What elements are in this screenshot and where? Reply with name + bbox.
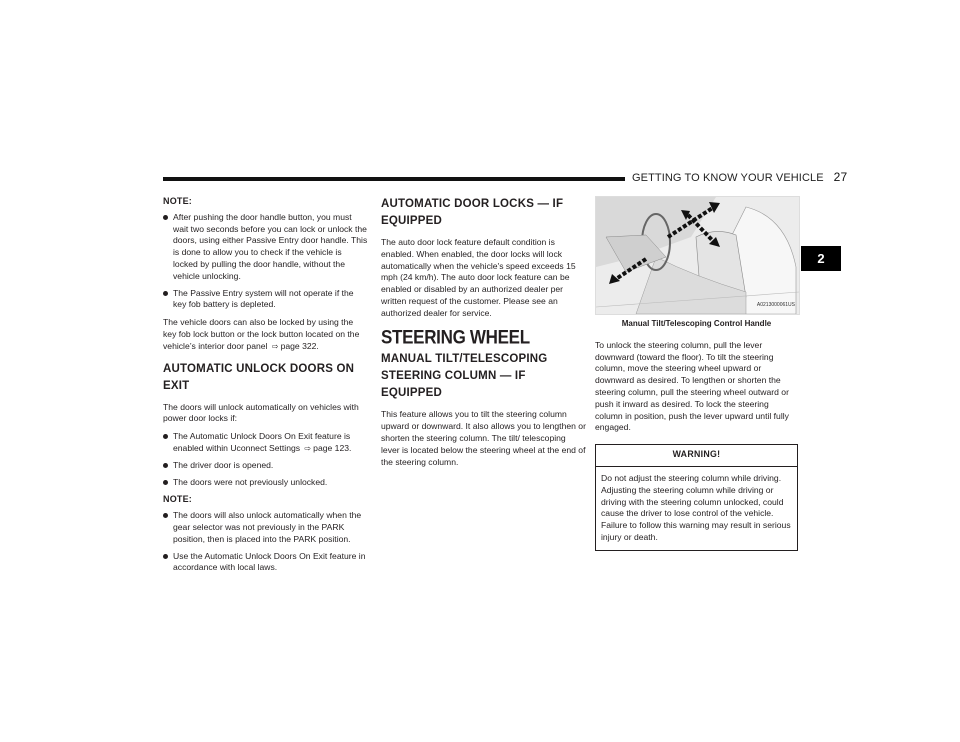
warning-title: WARNING! xyxy=(596,445,797,467)
paragraph: The doors will unlock automatically on vehicles with power door locks if: xyxy=(163,401,359,424)
column-left xyxy=(163,196,368,580)
list-item: The doors will also unlock automatically when the gear selector was not previously in the PARK position, then is placed into the PARK position. xyxy=(163,510,368,545)
paragraph-text: The vehicle doors can also be locked by using the key fob lock button or the lock button located on the vehicle’s interior door panel xyxy=(163,317,360,351)
page-ref-arrow-icon: ⇨ xyxy=(271,341,279,351)
car-interior-illustration xyxy=(596,197,799,314)
paragraph: The auto door lock feature default condition is enabled. When enabled, the door locks will lock automatically when the vehicle's speed exceeds 15 mph (24 km/h). The auto door lock feature can be enabled or disabled by an authorized dealer per written request of the customer. Please see an authorized dealer for service. xyxy=(381,237,576,318)
section-heading: MANUAL TILT/TELESCOPING STEERING COLUMN — IF EQUIPPED xyxy=(381,353,548,400)
figure-code: A0213000061US xyxy=(756,302,795,309)
paragraph xyxy=(163,317,368,352)
list-item-text: The Automatic Unlock Doors On Exit feature is enabled within Uconnect Settings xyxy=(173,431,351,453)
list-item: The Passive Entry system will not operate if the key fob battery is depleted. xyxy=(163,288,368,312)
list-item: Use the Automatic Unlock Doors On Exit feature in accordance with local laws. xyxy=(163,551,368,575)
header-title: GETTING TO KNOW YOUR VEHICLE xyxy=(632,172,824,184)
paragraph: This feature allows you to tilt the steering column upward or downward. It also allows you to lengthen or shorten the steering column. The tilt/ telescoping lever is located below the steering wheel at the end of the steering column. xyxy=(381,409,586,467)
page-reference-link[interactable]: page 322. xyxy=(280,340,319,351)
header-rule xyxy=(163,177,625,181)
list-item xyxy=(163,431,368,455)
steering-column-figure xyxy=(595,196,800,315)
warning-box xyxy=(595,444,798,551)
note-list xyxy=(163,510,368,574)
page-ref-arrow-icon: ⇨ xyxy=(304,443,312,453)
list-item: The driver door is opened. xyxy=(163,460,368,472)
section-heading: AUTOMATIC DOOR LOCKS — IF EQUIPPED xyxy=(381,198,564,227)
running-header xyxy=(632,170,847,184)
list-item: The doors were not previously unlocked. xyxy=(163,477,368,489)
paragraph: To unlock the steering column, pull the lever downward (toward the floor). To tilt the steering column, move the steering wheel upward or downward as desired. To lengthen or shorten the steering column, pull the steering wheel outward or push it inward as desired. To lock the steering column in position, push the lever upward until fully engaged. xyxy=(595,339,789,433)
warning-body: Do not adjust the steering column while driving. Adjusting the steering column while driving or driving with the steering column unlocked, could cause the driver to lose control of the vehicle. Failure to follow this warning may result in serious injury or death. xyxy=(601,472,791,542)
column-right xyxy=(595,196,798,551)
figure-caption: Manual Tilt/Telescoping Control Handle xyxy=(621,319,772,328)
column-middle xyxy=(381,196,586,474)
note-label: NOTE: xyxy=(163,494,192,505)
chapter-tab: 2 xyxy=(801,246,841,271)
page-number: 27 xyxy=(833,170,848,184)
section-heading: AUTOMATIC UNLOCK DOORS ON EXIT xyxy=(163,362,355,392)
note-label: NOTE: xyxy=(163,196,192,206)
page-reference-link[interactable]: page 123. xyxy=(313,442,352,453)
list-item: After pushing the door handle button, you must wait two seconds before you can lock or unlock the doors, using either Passive Entry door handle. This is done to allow you to check if the vehicle is locked by pulling the door handle, without the vehicle unlocking. xyxy=(163,212,368,283)
note-list xyxy=(163,212,368,311)
condition-list xyxy=(163,431,368,488)
section-title: STEERING WHEEL xyxy=(381,326,530,348)
